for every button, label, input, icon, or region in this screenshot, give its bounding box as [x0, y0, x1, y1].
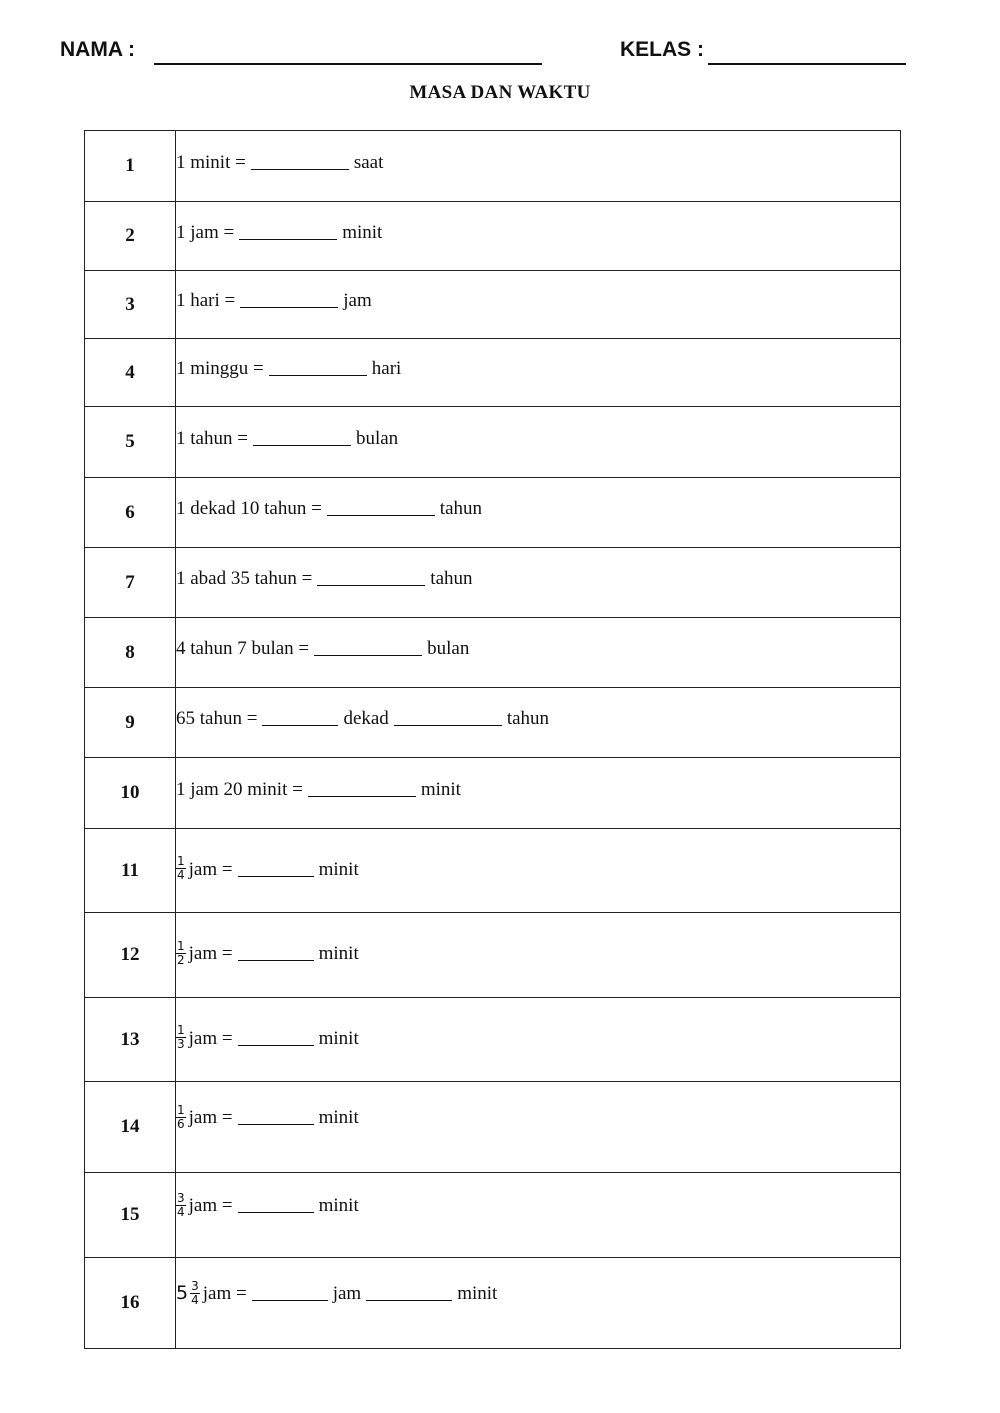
question-number — [85, 618, 176, 688]
question-part: tahun — [439, 498, 483, 519]
question-row — [85, 618, 901, 688]
question-part: minit — [342, 221, 383, 243]
question-part: 1 hari = — [176, 290, 236, 311]
fraction-denominator: 4 — [177, 868, 185, 882]
question-part: bulan — [427, 638, 470, 659]
question-part: bulan — [355, 427, 399, 449]
question-part: dekad — [343, 708, 389, 729]
question-text — [176, 688, 901, 758]
question-line — [176, 1023, 359, 1051]
fraction — [176, 855, 186, 882]
question-number-text: 5 — [125, 431, 135, 452]
answer-blank[interactable] — [238, 944, 314, 961]
question-number-text: 3 — [125, 293, 135, 315]
kelas-field[interactable] — [708, 63, 906, 65]
fraction-denominator: 6 — [177, 1116, 185, 1131]
fraction-denominator: 3 — [177, 1037, 185, 1051]
question-part: jam = — [188, 1195, 233, 1217]
fraction — [176, 1104, 186, 1131]
question-text — [176, 407, 901, 478]
kelas-label: KELAS : — [620, 38, 704, 61]
fraction-numerator: 1 — [177, 938, 185, 953]
answer-blank[interactable] — [238, 1029, 314, 1046]
question-part: 1 jam = — [176, 221, 235, 243]
question-text — [176, 1173, 901, 1258]
question-line — [176, 938, 359, 967]
question-text — [176, 202, 901, 271]
question-line — [176, 708, 549, 729]
question-row — [85, 1173, 901, 1258]
answer-blank[interactable] — [394, 709, 502, 726]
question-part: minit — [318, 1195, 359, 1217]
answer-blank[interactable] — [252, 1284, 328, 1301]
question-number-text: 11 — [121, 859, 139, 881]
fraction — [176, 940, 186, 967]
question-number — [85, 913, 176, 998]
question-row — [85, 1082, 901, 1173]
question-line — [176, 498, 482, 519]
question-part: jam = — [188, 1027, 233, 1049]
question-part: 1 tahun = — [176, 427, 248, 449]
answer-blank[interactable] — [253, 429, 351, 446]
question-number-text: 4 — [125, 361, 135, 383]
question-part: 1 jam 20 minit = — [176, 778, 303, 800]
question-part: tahun — [506, 708, 550, 729]
question-number — [85, 688, 176, 758]
answer-blank[interactable] — [314, 639, 422, 656]
question-part: 1 minggu = — [176, 358, 264, 379]
question-text — [176, 1082, 901, 1173]
question-number — [85, 339, 176, 407]
question-number — [85, 1173, 176, 1258]
question-text — [176, 271, 901, 339]
question-part: minit — [457, 1283, 498, 1305]
question-row — [85, 202, 901, 271]
question-row — [85, 829, 901, 913]
question-line — [176, 568, 473, 589]
question-part: jam = — [188, 1107, 233, 1129]
question-line — [176, 428, 398, 449]
fraction-denominator: 4 — [191, 1292, 199, 1307]
question-number-text: 8 — [125, 641, 135, 663]
question-line — [176, 854, 359, 882]
answer-blank[interactable] — [317, 569, 425, 586]
question-part: tahun — [430, 568, 473, 589]
question-row — [85, 131, 901, 202]
question-text — [176, 829, 901, 913]
fraction-numerator: 1 — [177, 854, 185, 868]
fraction — [190, 1280, 200, 1307]
question-row — [85, 548, 901, 618]
fraction-numerator: 3 — [191, 1278, 199, 1293]
question-line — [176, 779, 461, 800]
fraction — [176, 1192, 186, 1219]
question-number — [85, 758, 176, 829]
answer-blank[interactable] — [366, 1284, 452, 1301]
answer-blank[interactable] — [262, 709, 338, 726]
question-text — [176, 913, 901, 998]
question-text — [176, 1258, 901, 1349]
question-number — [85, 1082, 176, 1173]
question-part: minit — [318, 1027, 359, 1049]
worksheet-header — [60, 38, 940, 68]
question-number-text: 12 — [120, 944, 140, 965]
question-number — [85, 478, 176, 548]
question-text — [176, 758, 901, 829]
question-row — [85, 339, 901, 407]
question-number — [85, 131, 176, 202]
question-row — [85, 913, 901, 998]
question-part: jam = — [188, 858, 233, 880]
fraction-denominator: 4 — [177, 1204, 185, 1219]
question-part: 1 minit = — [176, 151, 246, 173]
question-number-text: 7 — [125, 571, 135, 593]
question-part: jam = — [202, 1283, 247, 1305]
question-line — [176, 290, 372, 311]
question-text — [176, 131, 901, 202]
whole-number: 5 — [176, 1282, 189, 1305]
fraction-denominator: 2 — [177, 952, 185, 967]
question-line — [176, 1102, 359, 1131]
question-number-text: 10 — [120, 782, 140, 803]
question-number — [85, 271, 176, 339]
answer-blank[interactable] — [251, 153, 349, 170]
question-part: 65 tahun = — [176, 708, 258, 729]
question-part: jam = — [188, 943, 233, 965]
question-number — [85, 407, 176, 478]
question-part: minit — [318, 1107, 359, 1129]
question-number-text: 9 — [125, 711, 135, 733]
question-line — [176, 638, 469, 659]
question-part: hari — [371, 358, 402, 379]
question-part: minit — [318, 858, 359, 880]
question-table — [84, 130, 901, 1349]
fraction-numerator: 1 — [177, 1023, 185, 1037]
question-part: minit — [318, 943, 359, 965]
question-line — [176, 1190, 359, 1219]
question-line — [176, 1278, 498, 1307]
question-number — [85, 1258, 176, 1349]
question-number — [85, 829, 176, 913]
question-number-text: 6 — [125, 501, 135, 523]
question-row — [85, 271, 901, 339]
answer-blank[interactable] — [240, 291, 338, 308]
question-number-text: 14 — [120, 1116, 140, 1137]
answer-blank[interactable] — [327, 499, 435, 516]
answer-blank[interactable] — [238, 1196, 314, 1213]
nama-label: NAMA : — [60, 38, 136, 61]
question-row — [85, 1258, 901, 1349]
question-number-text: 16 — [120, 1292, 140, 1313]
question-row — [85, 688, 901, 758]
question-number — [85, 548, 176, 618]
question-row — [85, 758, 901, 829]
question-part: 4 tahun 7 bulan = — [176, 638, 310, 659]
question-part: jam — [343, 290, 372, 311]
question-part: 1 dekad 10 tahun = — [176, 498, 322, 519]
question-number-text: 2 — [125, 225, 135, 246]
answer-blank[interactable] — [269, 359, 367, 376]
question-number — [85, 998, 176, 1082]
question-text — [176, 548, 901, 618]
question-line — [176, 152, 383, 173]
answer-blank[interactable] — [308, 780, 416, 797]
question-text — [176, 339, 901, 407]
question-row — [85, 407, 901, 478]
question-part: saat — [353, 151, 384, 173]
answer-blank[interactable] — [238, 860, 314, 877]
answer-blank[interactable] — [238, 1108, 314, 1125]
question-part: minit — [420, 778, 461, 800]
question-text — [176, 998, 901, 1082]
question-row — [85, 998, 901, 1082]
question-number — [85, 202, 176, 271]
page-title: MASA DAN WAKTU — [409, 82, 591, 103]
question-line — [176, 222, 382, 243]
question-number-text: 13 — [120, 1028, 140, 1050]
question-number-text: 15 — [120, 1204, 140, 1225]
nama-field[interactable] — [154, 63, 542, 65]
question-part: jam — [332, 1283, 362, 1305]
answer-blank[interactable] — [239, 223, 337, 240]
fraction-numerator: 3 — [177, 1190, 185, 1205]
question-part: 1 abad 35 tahun = — [176, 568, 313, 589]
question-number-text: 1 — [125, 155, 135, 176]
question-line — [176, 358, 401, 379]
fraction — [176, 1024, 186, 1051]
question-text — [176, 478, 901, 548]
question-text — [176, 618, 901, 688]
fraction-numerator: 1 — [177, 1102, 185, 1117]
question-row — [85, 478, 901, 548]
